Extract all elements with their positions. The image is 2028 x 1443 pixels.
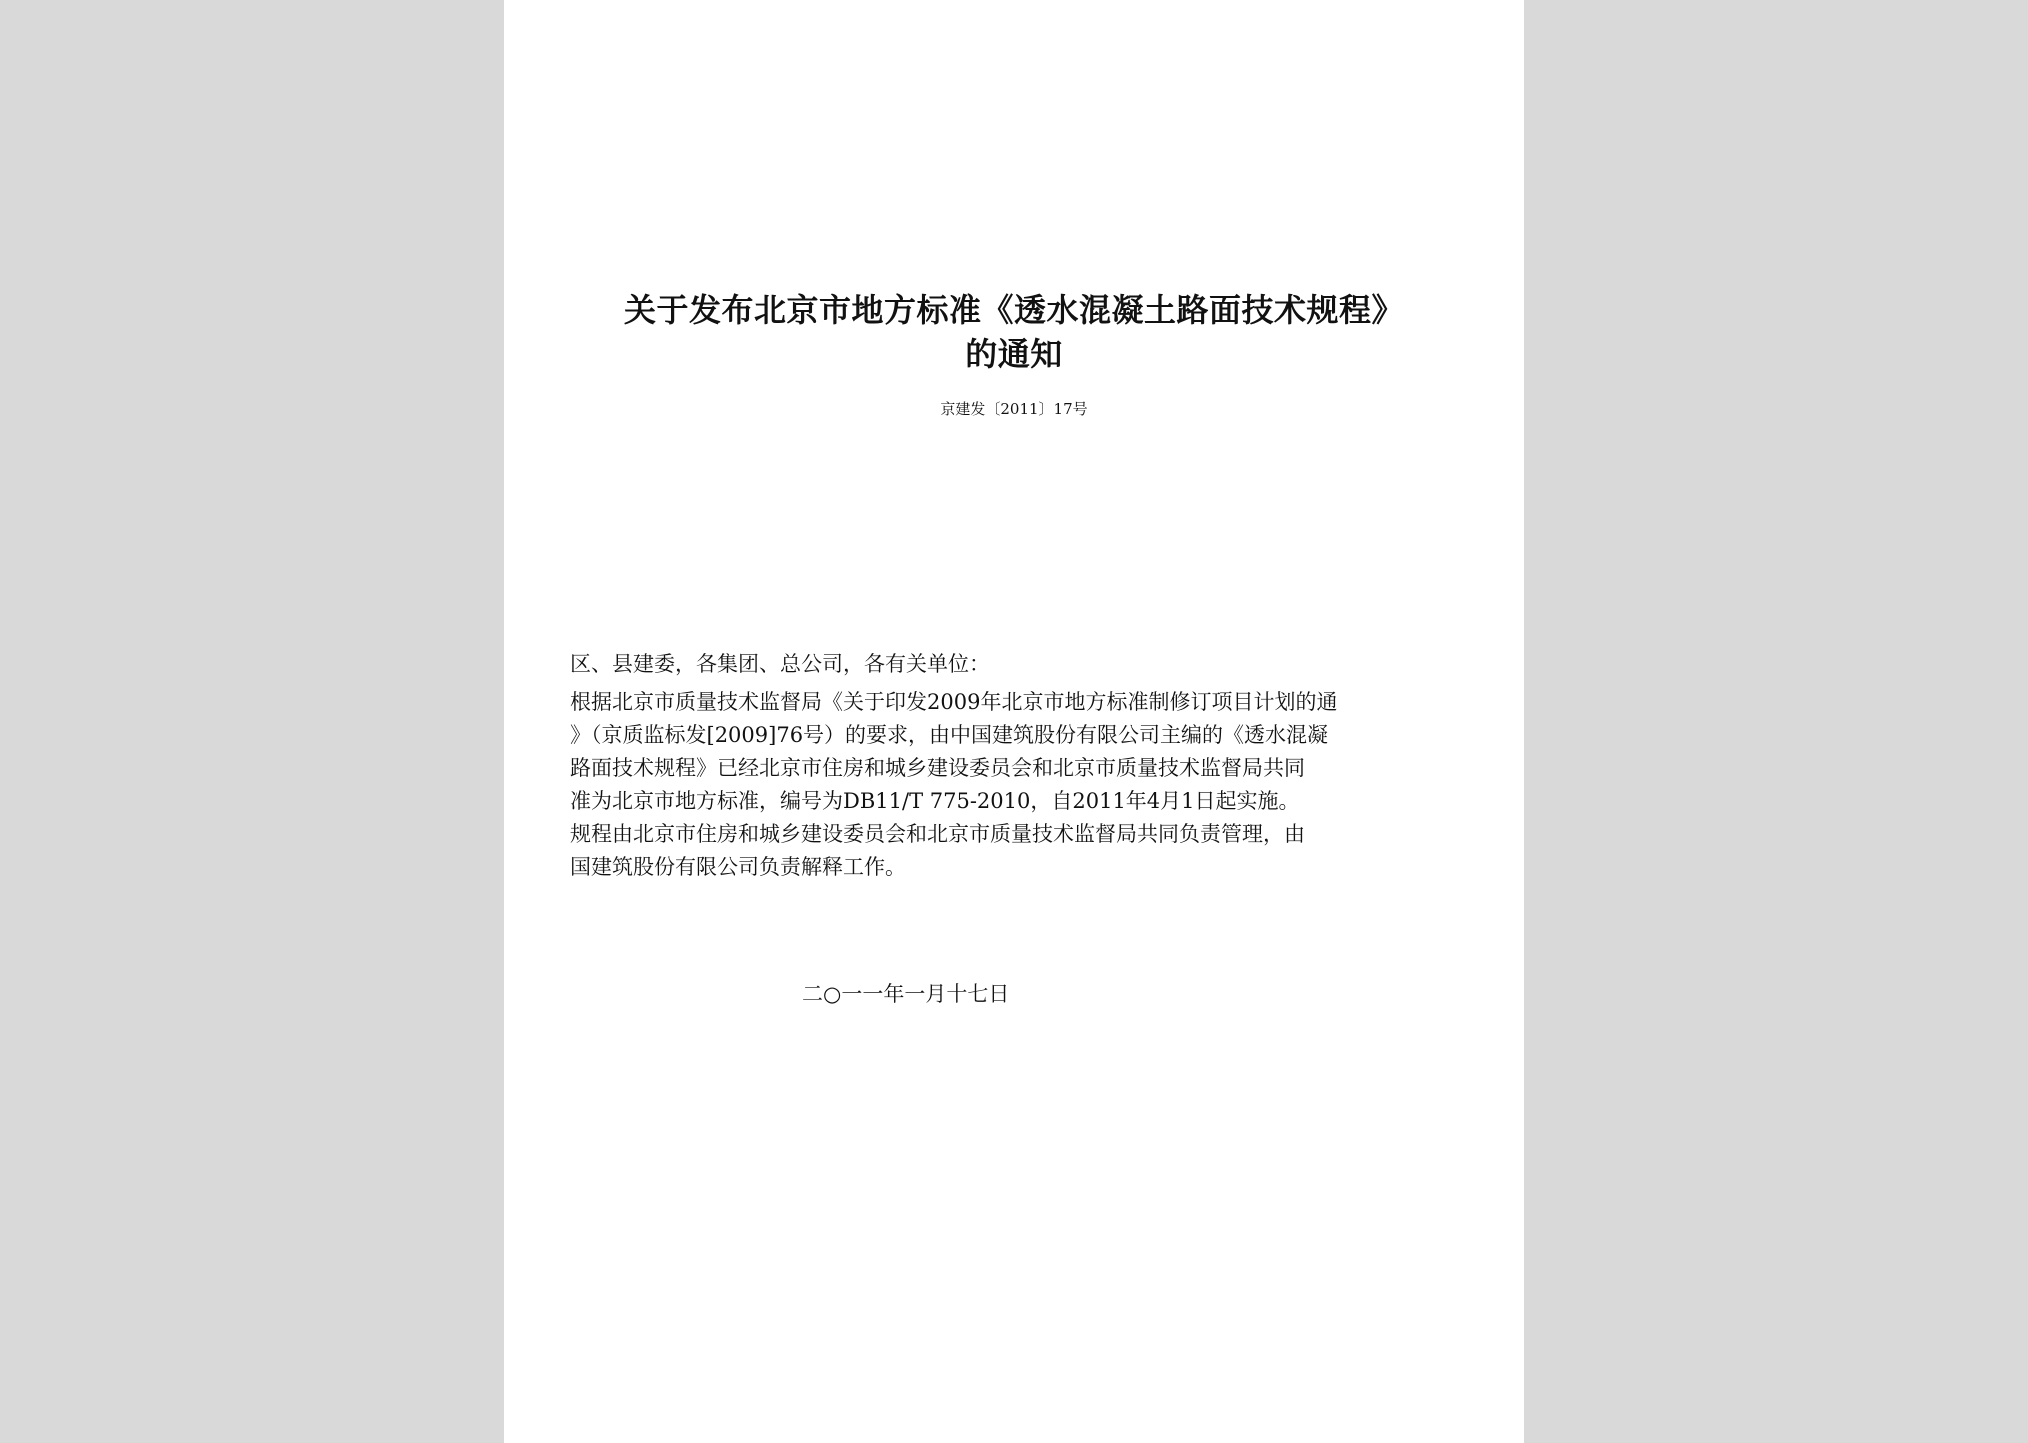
document-page <box>504 0 1524 1443</box>
body-line: 根据北京市质量技术监督局《关于印发2009年北京市地方标准制修订项目计划的通 <box>570 690 1338 714</box>
body-line: 准为北京市地方标准，编号为DB11/T 775-2010，自2011年4月1日起实施。 <box>570 789 1300 813</box>
body-line: 国建筑股份有限公司负责解释工作。 <box>570 855 906 879</box>
document-body <box>570 648 1470 884</box>
salutation: 区、县建委，各集团、总公司，各有关单位： <box>570 652 990 676</box>
body-line: 规程由北京市住房和城乡建设委员会和北京市质量技术监督局共同负责管理，由 <box>570 822 1305 846</box>
document-date: 二○一一年一月十七日 <box>802 982 1010 1006</box>
document-title <box>504 288 1524 376</box>
title-line-2: 的通知 <box>965 335 1063 373</box>
body-line: 》（京质监标发[2009]76号）的要求，由中国建筑股份有限公司主编的《透水混凝 <box>570 723 1329 747</box>
title-line-1: 关于发布北京市地方标准《透水混凝土路面技术规程》 <box>623 291 1404 329</box>
document-number: 京建发〔2011〕17号 <box>940 400 1088 418</box>
body-line: 路面技术规程》已经北京市住房和城乡建设委员会和北京市质量技术监督局共同 <box>570 756 1305 780</box>
